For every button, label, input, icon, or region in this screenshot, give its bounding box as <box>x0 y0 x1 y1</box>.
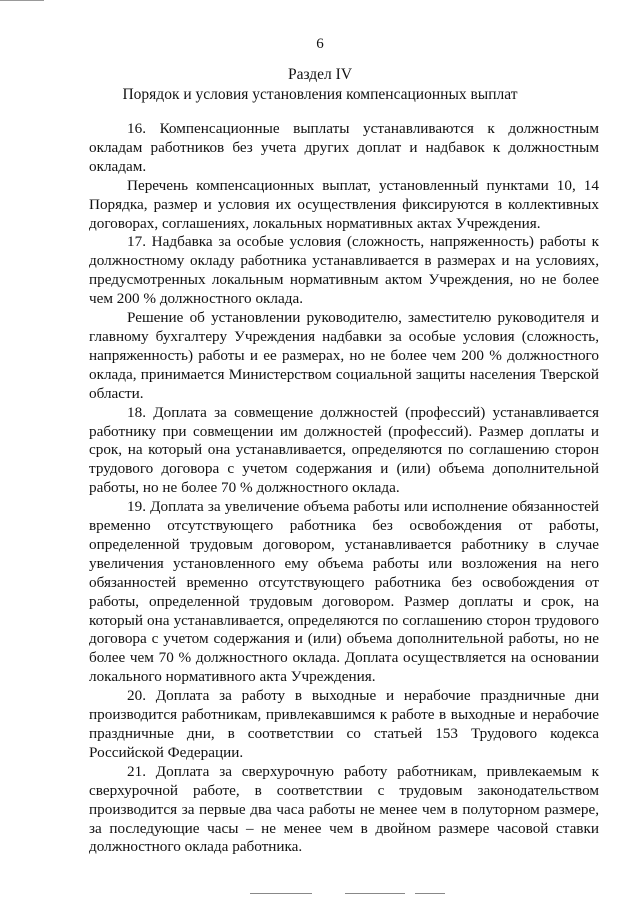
paragraph-21: 21. Доплата за сверхурочную работу работникам, привлекаемым к сверхурочной работе, в соответствии с трудовым законодательством производится за первые два часа работы не менее чем в полуторном размере, за последующие часы – не менее чем в двойном размере часовой ставки должностного оклада работника. <box>89 762 599 856</box>
page-number: 6 <box>316 36 324 52</box>
paragraph-18: 18. Доплата за совмещение должностей (профессий) устанавливается работнику при совмещении им должностей (профессий). Размер доплаты и срок, на который она устанавливается, определяются по соглашению сторон трудового договора с учетом содержания и (или) объема дополнительной работы, но не более 70 % должностного оклада. <box>89 403 599 497</box>
footer-rule <box>250 893 312 894</box>
scan-corner-mark <box>0 0 44 4</box>
paragraph-16: 16. Компенсационные выплаты устанавливаются к должностным окладам работников без учета других доплат и надбавок к должностным окладам. <box>89 120 599 175</box>
footer-rule <box>415 893 445 894</box>
section-subtitle: Порядок и условия установления компенсационных выплат <box>122 86 518 103</box>
paragraph-management-bonus: Решение об установлении руководителю, заместителю руководителя и главному бухгалтеру Учреждения надбавки за особые условия (сложность, напряженность) работы и ее размерах, но не более чем 200 % должностного оклада, принимается Министерством социальной защиты населения Тверской области. <box>89 309 599 402</box>
paragraph-list-of-payments: Перечень компенсационных выплат, установленный пунктами 10, 14 Порядка, размер и условия их осуществления фиксируются в коллективных договорах, соглашениях, локальных нормативных актах Учреждения. <box>89 176 599 232</box>
section-title: Раздел IV <box>287 66 353 83</box>
paragraph-20: 20. Доплата за работу в выходные и нерабочие праздничные дни производится работникам, привлекавшимся к работе в выходные и нерабочие праздничные дни, в соответствии со статьей 153 Трудового кодекса Российской Федерации. <box>89 687 599 761</box>
footer-rule <box>345 893 405 894</box>
paragraph-19: 19. Доплата за увеличение объема работы или исполнение обязанностей временно отсутствующего работника без освобождения от работы, определенной трудовым договором, устанавливается работнику в случае увеличения установленного ему объема работы или возложения на него обязанностей временно отсутствующего работника без освобождения от работы, определенной трудовым договором. Размер доплаты и срок, на который она устанавливается, определяются по соглашению сторон трудового договора с учетом содержания и (или) объема дополнительной работы, но не более чем 70 % должностного оклада. Доплата осуществляется на основании локального нормативного акта Учреждения. <box>89 498 599 686</box>
paragraph-17: 17. Надбавка за особые условия (сложность, напряженность) работы к должностному окладу работника устанавливается в размерах и на условиях, предусмотренных локальным нормативным актом Учреждения, но не более чем 200 % должностного оклада. <box>89 233 599 308</box>
document-body <box>89 120 599 857</box>
